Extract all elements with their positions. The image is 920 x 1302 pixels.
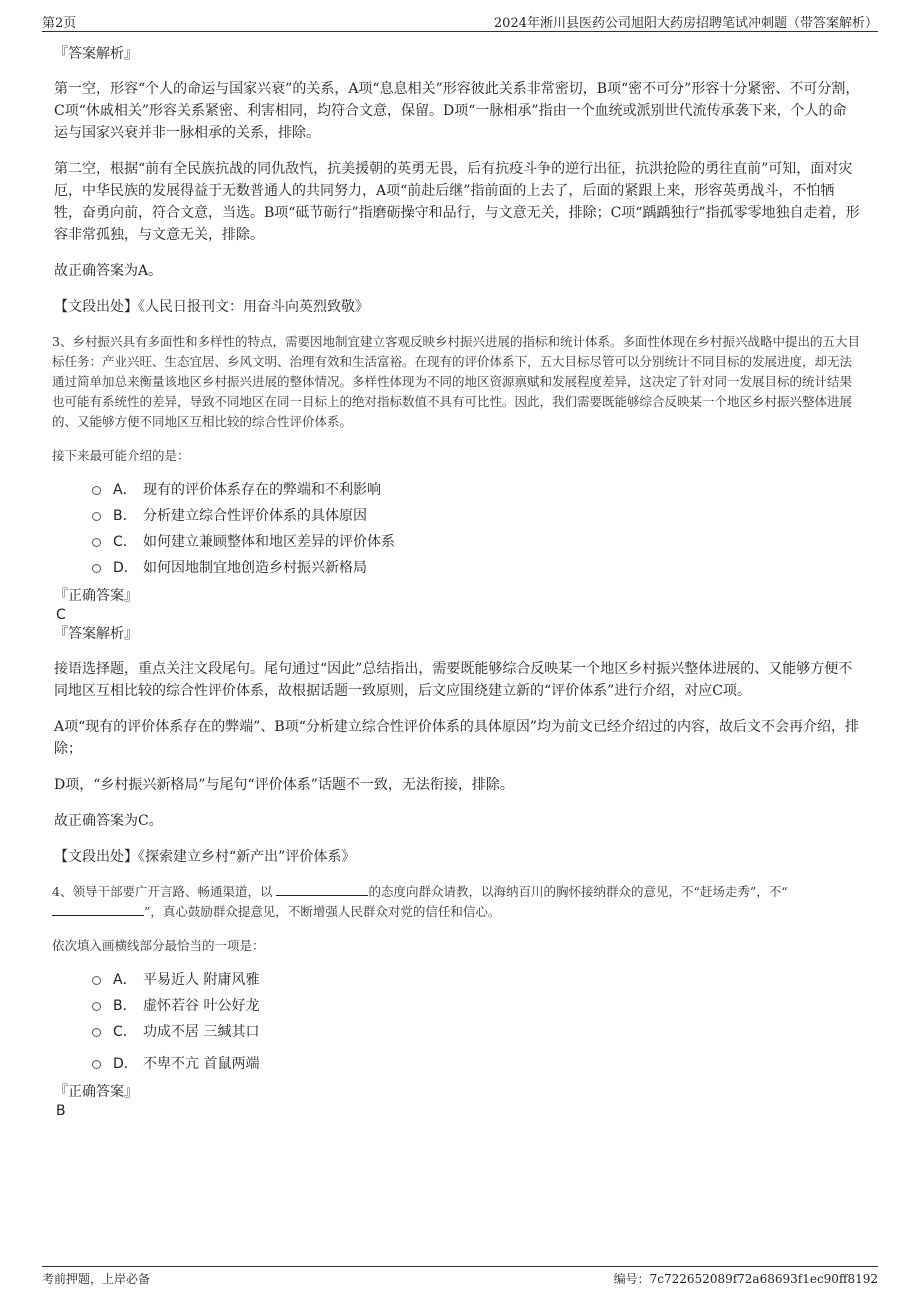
header-rule: [42, 31, 878, 32]
correct-answer: C: [56, 607, 66, 623]
question-prompt: 依次填入画横线部分最恰当的一项是：: [52, 938, 265, 953]
footer-rule: [42, 1266, 878, 1267]
option-d[interactable]: D． 如何因地制宜地创造乡村振兴新格局: [92, 554, 860, 580]
radio-icon[interactable]: [92, 1002, 101, 1011]
fill-blank: [52, 903, 144, 916]
analysis-paragraph: D项，“乡村振兴新格局”与尾句“评价体系”话题不一致，无法衔接，排除。: [54, 777, 514, 793]
page-number: 第2页: [42, 16, 77, 31]
correct-answer-label: 『正确答案』: [54, 588, 138, 604]
option-d[interactable]: D． 不卑不亢 首鼠两端: [92, 1050, 860, 1076]
analysis-label: 『答案解析』: [54, 626, 138, 642]
correct-answer-label: 『正确答案』: [54, 1084, 138, 1100]
radio-icon[interactable]: [92, 1028, 101, 1037]
analysis-label: 『答案解析』: [54, 46, 138, 62]
correct-answer: B: [56, 1103, 66, 1119]
analysis-paragraph: 第二空，根据“前有全民族抗战的同仇敌忾，抗美援朝的英勇无畏，后有抗疫斗争的逆行出征，抗洪抢险的勇往直前”可知，面对灾厄，中华民族的发展得益于无数普通人的共同努力，A项“前赴后继”指前面的上去了，后面的紧跟上来，形容英勇战斗，不怕牺牲，奋勇向前，符合文意，当选。B项“砥节砺行”指磨砺操守和品行，与文意无关，排除；C项“踽踽独行”指孤零零地独自走着，形容非常孤独，与文意无关，排除。: [54, 161, 860, 243]
option-c[interactable]: C． 功成不居 三缄其口: [92, 1018, 860, 1044]
question-prompt: 接下来最可能介绍的是：: [52, 448, 190, 463]
source-citation: 【文段出处】《人民日报刊文：用奋斗向英烈致敬》: [54, 299, 369, 315]
question-stem: 3、乡村振兴具有多面性和多样性的特点，需要因地制宜建立客观反映乡村振兴进展的指标和统计体系。多面性体现在乡村振兴战略中提出的五大目标任务：产业兴旺、生态宜居、乡风文明、治理有效和生活富裕。在现有的评价体系下，五大目标尽管可以分别统计不同目标的发展进度，却无法通过简单加总来衡量该地区乡村振兴进展的整体情况。多样性体现为不同的地区资源禀赋和发展程度差异，这决定了针对同一发展目标的统计结果也可能有系统性的差异，导致不同地区在同一目标上的绝对指标数值不具有可比性。因此，我们需要既能够综合反映某一个地区乡村振兴整体进展的、又能够方便不同地区互相比较的综合性评价体系。: [52, 334, 860, 429]
radio-icon[interactable]: [92, 1060, 101, 1069]
radio-icon[interactable]: [92, 486, 101, 495]
footer-slogan: 考前押题，上岸必备: [42, 1272, 151, 1286]
page-content: [54, 44, 860, 1120]
option-list: [92, 966, 860, 1076]
document-id: 编号：7c722652089f72a68693f1ec90ff8192: [613, 1272, 878, 1286]
analysis-paragraph: 第一空，形容“个人的命运与国家兴衰”的关系，A项“息息相关”形容彼此关系非常密切，B项“密不可分”形容十分紧密、不可分割，C项“休戚相关”形容关系紧密、利害相同，均符合文意，保留。D项“一脉相承”指由一个血统或派别世代流传承袭下来，个人的命运与国家兴衰并非一脉相承的关系，排除。: [54, 81, 860, 141]
option-b[interactable]: B． 虚怀若谷 叶公好龙: [92, 992, 860, 1018]
option-a[interactable]: A． 现有的评价体系存在的弊端和不利影响: [92, 476, 860, 502]
page-header: [42, 10, 878, 30]
conclusion: 故正确答案为A。: [54, 263, 163, 279]
radio-icon[interactable]: [92, 976, 101, 985]
option-c[interactable]: C． 如何建立兼顾整体和地区差异的评价体系: [92, 528, 860, 554]
option-a[interactable]: A． 平易近人 附庸风雅: [92, 966, 860, 992]
document-title: 2024年淅川县医药公司旭阳大药房招聘笔试冲刺题（带答案解析）: [493, 16, 878, 31]
analysis-paragraph: 接语选择题，重点关注文段尾句。尾句通过“因此”总结指出，需要既能够综合反映某一个地区乡村振兴整体进展的、又能够方便不同地区互相比较的综合性评价体系，故根据话题一致原则，后文应围绕建立新的“评价体系”进行介绍，对应C项。: [54, 661, 853, 699]
radio-icon[interactable]: [92, 538, 101, 547]
conclusion: 故正确答案为C。: [54, 813, 163, 829]
option-b[interactable]: B． 分析建立综合性评价体系的具体原因: [92, 502, 860, 528]
source-citation: 【文段出处】《探索建立乡村“新产出”评价体系》: [54, 849, 356, 865]
option-list: [92, 476, 860, 580]
radio-icon[interactable]: [92, 564, 101, 573]
radio-icon[interactable]: [92, 512, 101, 521]
analysis-paragraph: A项“现有的评价体系存在的弊端”、B项“分析建立综合性评价体系的具体原因”均为前文已经介绍过的内容，故后文不会再介绍，排除；: [54, 719, 860, 757]
question-stem: 4、领导干部要广开言路、畅通渠道，以 的态度向群众请教，以海纳百川的胸怀接纳群众的意见，不“赶场走秀”，不“ ”，真心鼓励群众提意见，不断增强人民群众对党的信任和信心。: [52, 884, 788, 919]
fill-blank: [276, 883, 368, 896]
